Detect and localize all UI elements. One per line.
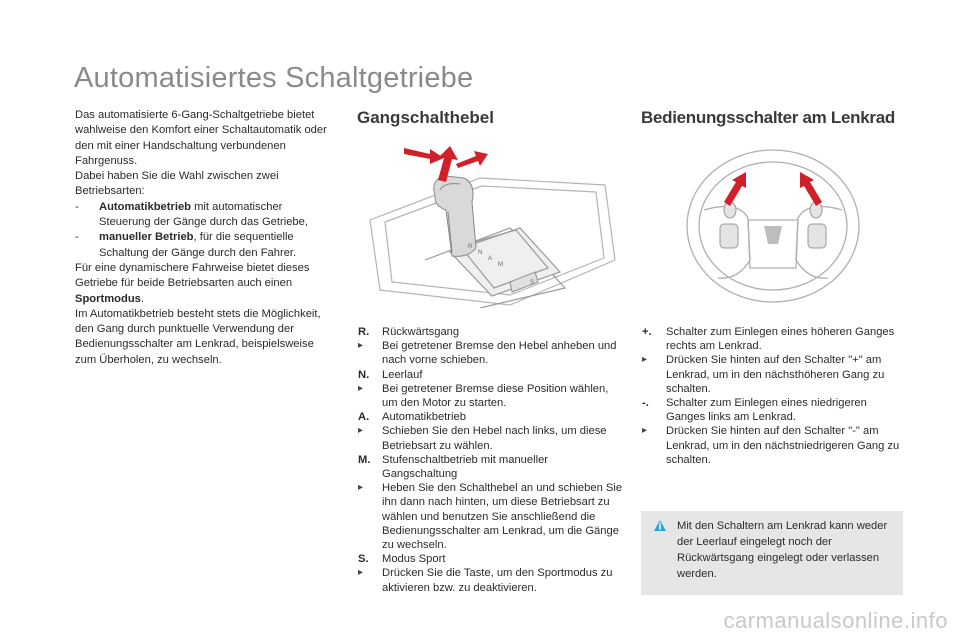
list-item: ▸ Bei getretener Bremse diese Position wählen, um den Motor zu starten. xyxy=(358,382,609,410)
list-item: ▸ Schieben Sie den Hebel nach links, um diese Betriebsart zu wählen. xyxy=(358,425,607,452)
list-item: S. Modus Sport xyxy=(358,553,446,566)
page-title: Automatisiertes Schaltgetriebe xyxy=(74,62,474,94)
intro-paragraph: Im Automatikbetrieb besteht stets die Möglichkeit, den Gang durch punktuelle Verwendung der Bedienungsschalter am Lenkrad, beispielsweise zum Überholen, zu wechseln. xyxy=(75,307,321,366)
arrow-bullet-icon: ▸ xyxy=(642,354,648,366)
lever-label-n: N xyxy=(478,250,483,256)
list-item: - Automatikbetrieb mit automatischer Steuerung der Gänge durch das Getriebe, xyxy=(75,200,308,229)
list-item: ▸ Drücken Sie die Taste, um den Sportmodus zu aktivieren bzw. zu deaktivieren. xyxy=(358,567,613,594)
lever-label-s: S xyxy=(530,280,535,286)
info-icon xyxy=(653,519,667,533)
logo-icon xyxy=(764,226,782,244)
arrow-bullet-icon: ▸ xyxy=(358,340,364,352)
lever-label-a: A xyxy=(488,256,493,262)
arrow-bullet-icon: ▸ xyxy=(642,425,648,437)
intro-paragraph: Dabei haben Sie die Wahl zwischen zwei Betriebsarten: xyxy=(75,170,279,198)
gear-lever-illustration xyxy=(360,140,625,308)
lever-label-m: M xyxy=(498,262,503,268)
intro-text xyxy=(75,108,337,368)
info-text: Mit den Schaltern am Lenkrad kann weder der Leerlauf eingelegt noch der Rückwärtsgang eingelegt oder verlassen werden. xyxy=(677,520,888,580)
list-item: ▸ Bei getretener Bremse den Hebel anheben und nach vorne schieben. xyxy=(358,340,617,367)
wheel-instructions xyxy=(642,325,904,467)
list-item: A. Automatikbetrieb xyxy=(358,411,466,424)
intro-paragraph: Das automatisierte 6-Gang-Schaltgetriebe bietet wahlweise den Komfort einer Schaltautomatik oder den mit einer Handschaltung verbundenen Fahrgenuss. xyxy=(75,109,327,167)
arrow-icon xyxy=(404,146,488,182)
section-title-lever: Gangschalthebel xyxy=(357,108,494,127)
arrow-bullet-icon: ▸ xyxy=(358,482,364,494)
list-item: N. Leerlauf xyxy=(358,368,423,381)
list-item: - manueller Betrieb, für die sequentielle Schaltung der Gänge durch den Fahrer. xyxy=(75,231,297,259)
arrow-bullet-icon: ▸ xyxy=(358,567,364,579)
info-note xyxy=(641,511,903,595)
intro-paragraph: Für eine dynamischere Fahrweise bietet dieses Getriebe für beide Betriebsarten auch einen Sportmodus. xyxy=(75,261,310,305)
list-item: ▸ Drücken Sie hinten auf den Schalter "-" am Lenkrad, um in den nächstniedrigeren Gang zu schalten. xyxy=(642,425,900,466)
section-title-wheel: Bedienungsschalter am Lenkrad xyxy=(641,108,895,127)
list-item: ▸ Heben Sie den Schalthebel an und schieben Sie ihn dann nach hinten, um diese Betriebsart zu wählen und benutzen Sie anschließend die Bedienungsschalter am Lenkrad, um die Gänge zu wechseln. xyxy=(358,482,623,552)
list-item: -. Schalter zum Einlegen eines niedrigeren Ganges links am Lenkrad. xyxy=(642,397,867,424)
list-item: M. Stufenschaltbetrieb mit manueller Gangschaltung xyxy=(358,453,549,481)
lever-instructions xyxy=(358,325,626,595)
list-item: +. Schalter zum Einlegen eines höheren Ganges rechts am Lenkrad. xyxy=(642,326,895,353)
watermark: carmanualsonline.info xyxy=(723,608,948,633)
lever-label-r: R xyxy=(468,244,473,250)
steering-wheel-illustration xyxy=(678,140,868,308)
list-item: R. Rückwärtsgang xyxy=(358,326,460,338)
arrow-icon xyxy=(724,172,822,206)
arrow-bullet-icon: ▸ xyxy=(358,382,364,394)
list-item: ▸ Drücken Sie hinten auf den Schalter "+" am Lenkrad, um in den nächsthöheren Gang zu schalten. xyxy=(642,354,885,395)
arrow-bullet-icon: ▸ xyxy=(358,425,364,437)
